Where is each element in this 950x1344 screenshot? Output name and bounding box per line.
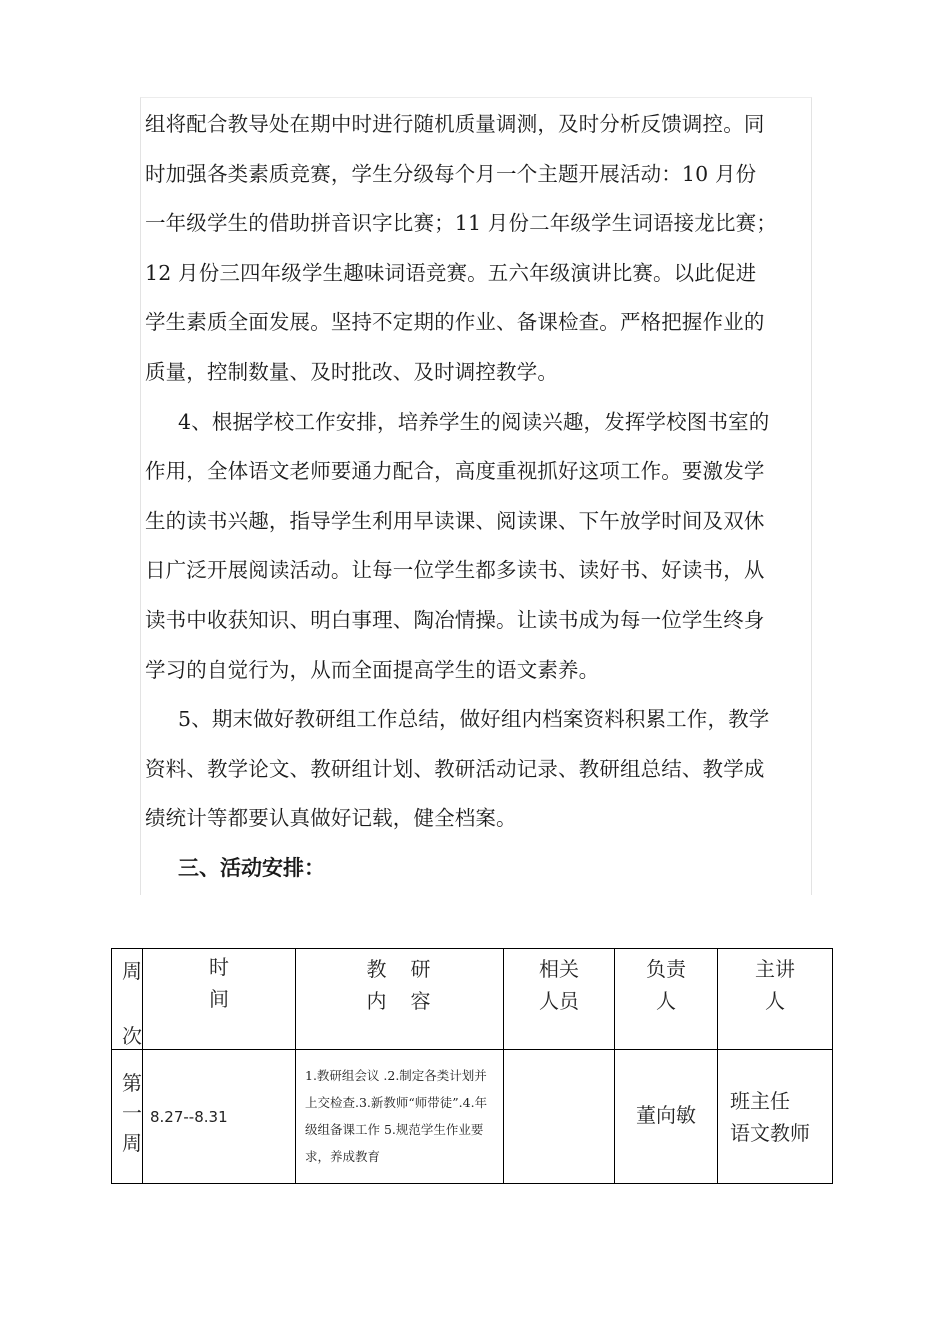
paragraph-line: 12 月份三四年级学生趣味词语竞赛。五六年级演讲比赛。以此促进 xyxy=(145,260,757,285)
paragraph-line: 日广泛开展阅读活动。让每一位学生都多读书、读好书、好读书，从 xyxy=(145,558,765,583)
paragraph-line: 作用，全体语文老师要通力配合，高度重视抓好这项工作。要激发学 xyxy=(145,459,765,484)
paragraph-line: 质量，控制数量、及时批改、及时调控教学。 xyxy=(145,359,558,384)
paragraph-line: 4、根据学校工作安排，培养学生的阅读兴趣，发挥学校图书室的 xyxy=(178,409,770,434)
table-row xyxy=(112,1050,833,1184)
paragraph-line: 5、期末做好教研组工作总结，做好组内档案资料积累工作，教学 xyxy=(178,707,770,732)
paragraph-line: 生的读书兴趣，指导学生利用早读课、阅读课、下午放学时间及双休 xyxy=(145,508,765,533)
cell-owner: 董向敏 xyxy=(615,1050,718,1184)
activity-schedule-table xyxy=(111,948,833,1184)
paragraph-line: 学生素质全面发展。坚持不定期的作业、备课检查。严格把握作业的 xyxy=(145,310,765,335)
paragraph-line: 读书中收获知识、明白事理、陶冶情操。让读书成为每一位学生终身 xyxy=(145,607,765,632)
cell-related-people xyxy=(504,1050,615,1184)
section-heading: 三、活动安排： xyxy=(178,855,325,880)
paragraph-line: 一年级学生的借助拼音识字比赛；11 月份二年级学生词语接龙比赛； xyxy=(145,211,777,236)
paragraph-line: 时加强各类素质竞赛，学生分级每个月一个主题开展活动：10 月份 xyxy=(145,161,757,186)
paragraph-line: 绩统计等都要认真做好记载，健全档案。 xyxy=(145,806,517,831)
header-week: 周 次 xyxy=(112,949,143,1050)
cell-content: 1.教研组会议 .2.制定各类计划并上交检查.3.新教师“师带徒”.4.年级组备课工作 5.规范学生作业要求，养成教育 xyxy=(296,1050,504,1184)
header-related-people: 相关 人员 xyxy=(504,949,615,1050)
table-header-row xyxy=(112,949,833,1050)
paragraph-line: 资料、教学论文、教研组计划、教研活动记录、教研组总结、教学成 xyxy=(145,756,765,781)
body-text xyxy=(145,100,825,844)
cell-lecturer: 班主任 语文教师 xyxy=(718,1050,833,1184)
header-lecturer: 主讲 人 xyxy=(718,949,833,1050)
header-time: 时 间 xyxy=(143,949,296,1050)
cell-week: 第 一 周 xyxy=(112,1050,143,1184)
header-owner: 负责 人 xyxy=(615,949,718,1050)
cell-time: 8.27--8.31 xyxy=(143,1050,296,1184)
header-content: 教 研 内 容 xyxy=(296,949,504,1050)
paragraph-line: 学习的自觉行为，从而全面提高学生的语文素养。 xyxy=(145,657,600,682)
paragraph-line: 组将配合教导处在期中时进行随机质量调测，及时分析反馈调控。同 xyxy=(145,112,765,136)
